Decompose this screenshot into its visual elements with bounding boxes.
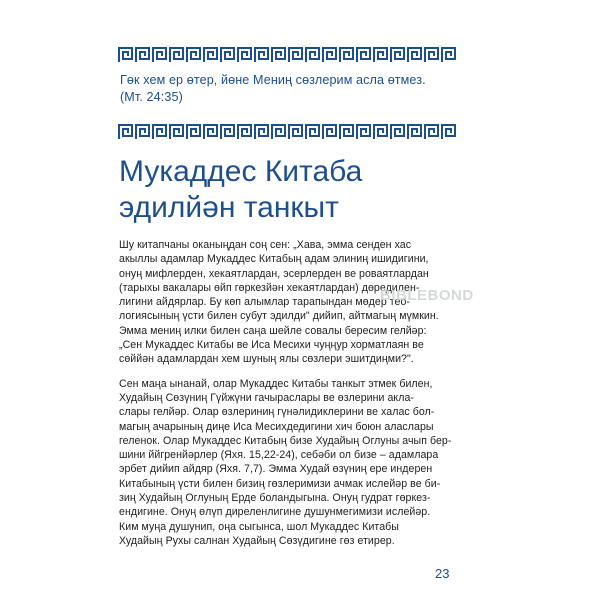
body-line: акыллы адамлар Мукаддес Китабың адам элиниң ишидигини,: [119, 253, 429, 266]
body-line: онуң мифлерден, хекаятлардан, эсерлерден ве роваятлардан: [119, 267, 429, 280]
epigraph-line: Гөк хем ер өтер, йөне Мениң сөзлерим асла өтмез.: [120, 73, 426, 87]
epigraph-quote: [120, 72, 460, 106]
chapter-title-line: эдилйән танкыт: [119, 191, 339, 224]
chapter-title-line: Мукаддес Китаба: [119, 155, 363, 188]
epigraph-reference: (Мт. 24:35): [120, 90, 183, 104]
greek-key-border-top-icon: [118, 47, 458, 63]
body-line: логиясының үсти билен субут эдилди" дийип, айтмагың мүмкин.: [119, 310, 439, 323]
body-line: Шу китапчаны оканыңдан соң сен: „Хава, эмма сенден хас: [119, 239, 412, 251]
greek-key-border-middle-icon: [118, 124, 458, 140]
body-line: геленок. Олар Мукаддес Китабың бизе Худайың Оглуны ачып бер-: [119, 434, 452, 447]
body-line: „Сен Мукаддес Китабы ве Иса Месихи чуңңур хорматлаян ве: [119, 339, 424, 352]
chapter-title: [119, 154, 479, 226]
body-line: Эмма мениң илки билен саңа шейле совалы бересим гелйәр:: [119, 324, 427, 337]
body-line: Ким муңа душунип, оңа сыгынса, шол Мукаддес Китабы: [119, 520, 399, 533]
body-line: Худайың Сөзүниң Гүйжүни гачыраслары ве өзлерини акла-: [119, 391, 414, 404]
body-line: Сен маңа ынанай, олар Мукаддес Китабы танкыт этмек билен,: [119, 377, 433, 390]
body-line: зиң Худайың Оглуның Ерде боландыгына. Онуң гудрат гөркез-: [119, 492, 431, 505]
paragraph-break: [119, 367, 464, 377]
body-line: Китабының үсти билен бизиң гөзлеримизи ачмак ислейәр ве би-: [119, 477, 441, 490]
body-line: шини ййгренйәрлер (Яхя. 15,22-24), себәби ол бизе – адамлара: [119, 449, 439, 462]
body-text: [119, 238, 464, 548]
watermark: BIBLEBOND: [380, 287, 474, 304]
body-line: слары гелйәр. Олар өзлериниң гүнәлидиклерини ве халас бол-: [119, 406, 435, 419]
body-line: (тарыхы вакалары өйп гөркезйән хекаятлардан) дөредилен-: [119, 281, 420, 294]
body-line: ендигине. Онуң өлүп диреленлигине душунмегимизи ислейәр.: [119, 506, 431, 519]
body-line: эрбет дийип айдяр (Яхя. 7,7). Эмма Худай өзүниң ере индерен: [119, 463, 433, 476]
body-line: магың ачарының диңе Иса Месихдедигини хич боюн аласлары: [119, 420, 434, 433]
body-line: сөййән адамлардан хем шуның ялы сөзлери эшитдиңми?".: [119, 353, 414, 366]
body-line: лигини айдярлар. Бу көп алымлар тарапындан мөдер теo-: [119, 296, 410, 309]
page-number: 23: [435, 566, 450, 581]
body-line: Худайың Рухы салнан Худайың Сөзүдигине гөз етирер.: [119, 534, 395, 547]
